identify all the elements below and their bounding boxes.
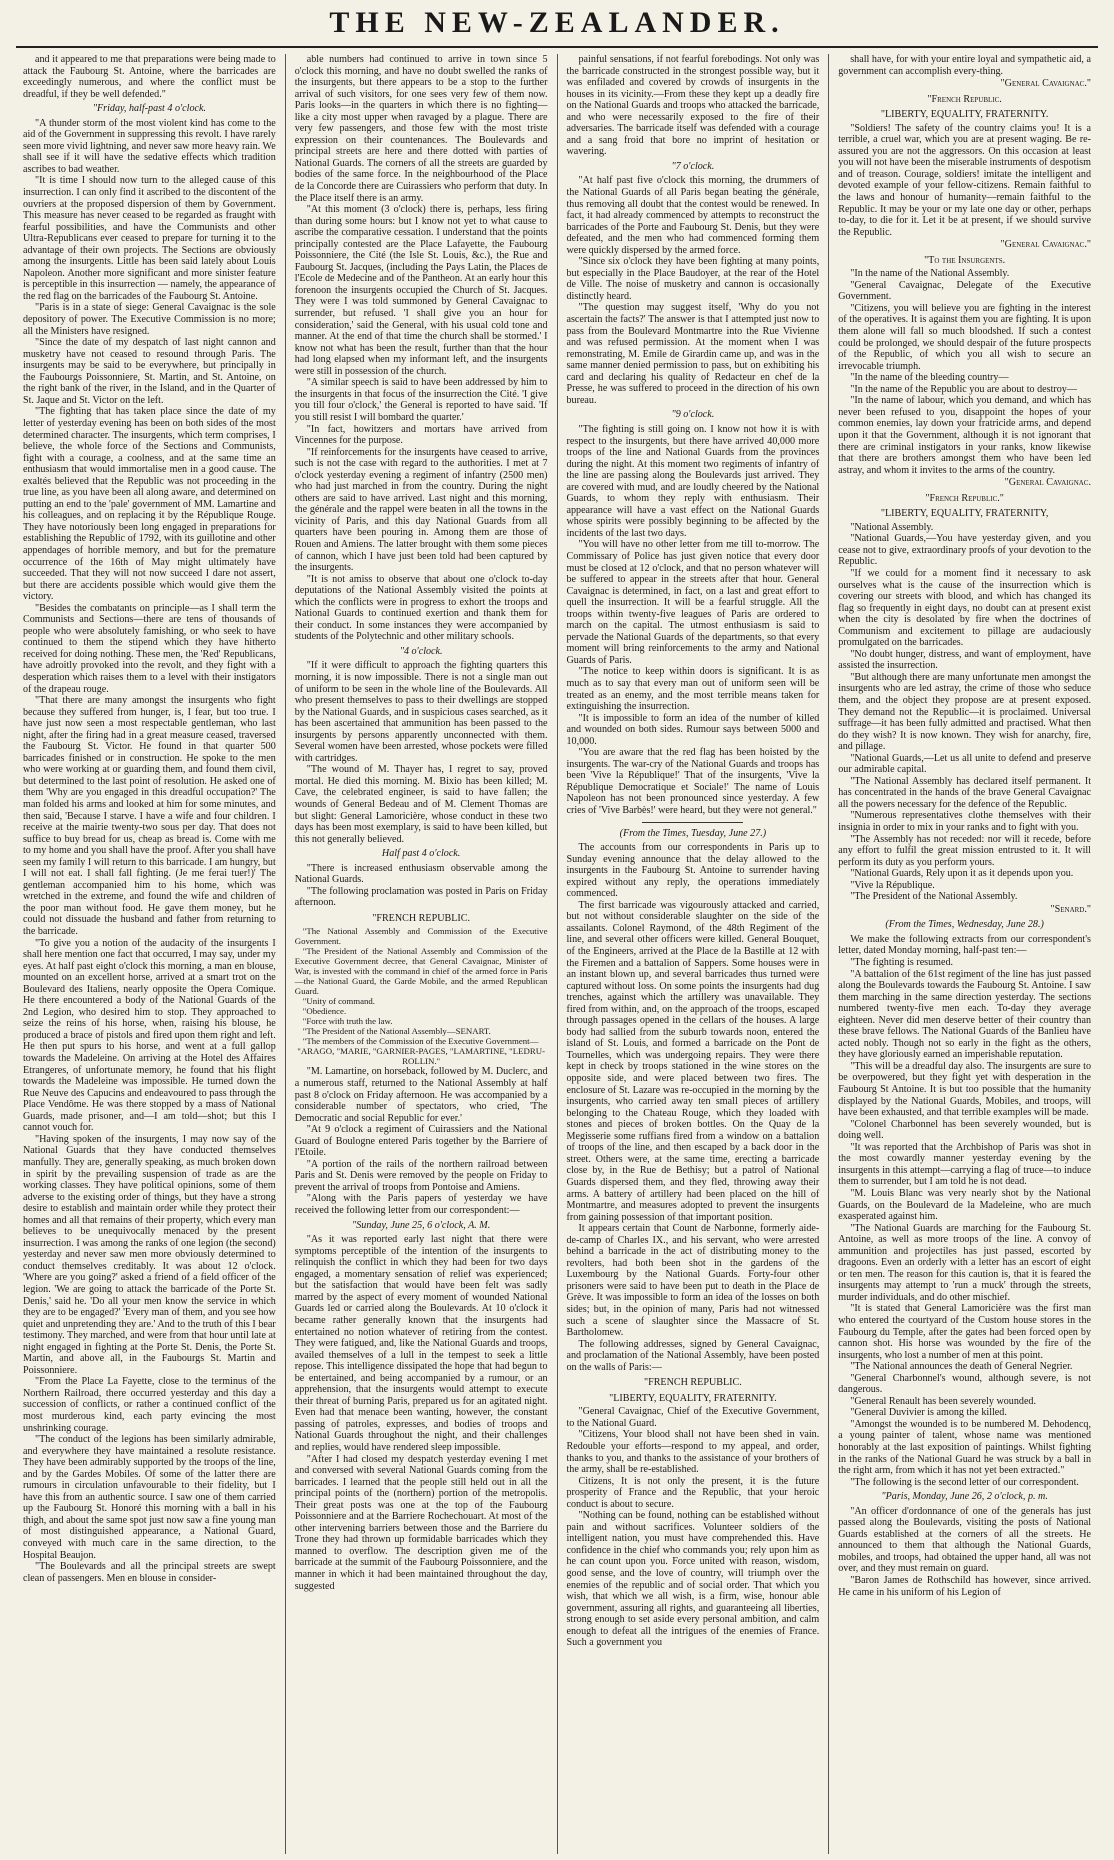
paragraph: "The Assembly has not receded: nor will it recede, before any effort to fulfil the great mission entrusted to it. It will perform its duty as you perform yours. <box>838 833 1091 868</box>
proclamation-text: "The members of the Commission of the Executive Government— <box>302 1036 539 1047</box>
paragraph: "The National announces the death of General Negrier. <box>850 1361 1073 1373</box>
paragraph: "Nothing can be found, nothing can be established without pain and without sacrifices. Volunteer soldiers of the intelligent nation, you must have comprehended this. Have confidence in the chief who commands you; rely upon him as he can count upon you. Force united with reason, wisdom, good sense, and the love of country, will triumph over the enemies of the republic and of social order. That which you wish, that which we all wish, is a firm, wise, honour able government, assuring all rights, and guaranteeing all liberties, strong enough to set aside every personal ambition, and calm enough to defeat all the intrigues of the enemies of France. Such a government you <box>566 1510 820 1649</box>
paragraph: shall have, for with your entire loyal and sympathetic aid, a government can accomplish every-thing. <box>838 54 1091 77</box>
paragraph: "General Duvivier is among the killed. <box>850 1407 1007 1419</box>
paragraph: "A portion of the rails of the northern railroad between Paris and St. Denis were removed by the people on Friday to prevent the arrival of troops from Pontoise and Amiens. <box>294 1158 548 1193</box>
paragraph: "The fighting is still going on. I know not how it is with respect to the insurgents, but there have arrived 40,000 more troops of the line and National Guards from the provinces during the night. At this moment two regiments of infantry of the line are passing along the Boulevards just arrived. They are covered with mud, and are loudly cheered by the National Guards, to whom they reply with enthusiasm. Their appearance will have a vast effect on the National Guards whose spirits were possibly beginning to be affected by the incidents of the last two days. <box>566 423 820 539</box>
dateline: (From the Times, Tuesday, June 27.) <box>619 827 767 839</box>
paragraph: "You are aware that the red flag has been hoisted by the insurgents. The war-cry of the National Guards and troops has been 'Vive la République!' That of the insurgents, 'Vive la République Democratique et Sociale!' The name of Louis Napoleon has not been pronounced since yesterday. A few cries of 'Vive Barbès!' were heard, but they were not general." <box>566 747 820 816</box>
paragraph: "The President of the National Assembly. <box>850 891 1018 903</box>
paragraph: "It is time I should now turn to the alleged cause of this insurrection. I can only find it ascribed to the discontent of the ouvriers at the proposed dispersion of them by Government. This measure has never ceased to be regarded as fraught with fearful possibilities, and have the Communists and other Ultra-Republicans ever ceased to prepare for turning it to the advantage of their own projects. The Sections are obviously among the insurgents. Little has been said lately about Louis Napoleon. Another more significant and more sinister feature is perceptible in this insurrection — namely, the appearance of the red flag on the barricades of the Faubourg St. Antoine. <box>23 175 276 302</box>
paragraph: "At this moment (3 o'clock) there is, perhaps, less firing than during some hours: but I know not yet to what cause to ascribe the comparative cessation. I understand that the points principally contested are the Place Lafayette, the Faubourg Poissonniere, the Cité (the Isle St. Louis, &c.), the Rue and Faubourg St. Jacques, (including the Pays Latin, the Places de l'Ecole de Medecine and of the Pantheon. At an early hour this forenoon the insurgents occupied the Church of St. Jacques. They were I was told summoned by General Cavaignac to surrender, but refused. 'I shall give you an hour for consideration,' said the General, with his usual cold tone and manner. At the end of that time the church shall be stormed.' I know not what has been the result, further than that the hour had long elapsed when my informant left, and the insurgents were still in possession of the church. <box>294 204 548 377</box>
paragraph: "Along with the Paris papers of yesterday we have received the following letter from our correspondent:— <box>294 1193 548 1217</box>
paragraph: "General Charbonnel's wound, although severe, is not dangerous. <box>838 1372 1091 1396</box>
paragraph: "An officer d'ordonnance of one of the generals has just passed along the Boulevards, visiting the posts of National Guards established at the corners of all the streets. He announced to them that although the National Guards, mobiles, and troops, had obtained the upper hand, all was not over, and they must remain on guard. <box>838 1505 1091 1575</box>
paragraph: "Baron James de Rothschild has however, since arrived. He came in his uniform of his Legion of <box>838 1575 1091 1598</box>
paragraph: "National Guards, Rely upon it as it depends upon you. <box>850 868 1074 880</box>
paragraph: "The fighting is resumed. <box>850 957 954 969</box>
dateline: "Paris, Monday, June 26, 2 o'clock, p. m. <box>881 1491 1048 1503</box>
paragraph: "The National Assembly has declared itself permanent. It has concentrated in the hands of the brave General Cavaignac all the powers necessary for the defence of the Republic. <box>838 775 1091 810</box>
paragraph: "Since six o'clock they have been fighting at many points, but especially in the Place Baudoyer, at the rear of the Hotel de Ville. The noise of musketry and cannon is occasionally distinctly heard. <box>566 256 820 302</box>
paragraph: "This will be a dreadful day also. The insurgents are sure to be overpowered, but they fight yet with desperation in the Faubourg St Antoine. It is but too possible that the humanity displayed by the National Guards, Mobiles, and troops, will have been exhausted, and that terrible examples will be made. <box>838 1060 1091 1119</box>
paragraph: "At half past five o'clock this morning, the drummers of the National Guards of all Paris began beating the générale, thus removing all doubt that the contest would be renewed. In fact, it had already commenced by attempts to reconstruct the barricades of the Porte and Faubourg St. Denis, but they were defeated, and the men who had commenced forming them were quickly dispersed by the armed force. <box>566 175 820 256</box>
paragraph: "The following proclamation was posted in Paris on Friday afternoon. <box>294 885 548 909</box>
proclamation-text: "Force with truth the law. <box>302 1016 393 1027</box>
paragraph: "It was reported that the Archbishop of Paris was shot in the most cowardly manner yesterday evening by the insurgents in this attempt—carrying a flag of truce—to induce them to surrender, but I am told he is not dead. <box>838 1141 1091 1188</box>
paragraph: "Colonel Charbonnel has been severely wounded, but is doing well. <box>838 1118 1091 1142</box>
paragraph: painful sensations, if not fearful forebodings. Not only was the barricade constructed in the strongest possible way, but it was enfiladed and covered by crowds of insurgents in the houses in its vicinity.—From these they kept up a deadly fire on the National Guards and troops who attacked the barricade, and who were necessarily exposed to the fire of their adversaries. The barricade itself was defended with a courage and a sang froid that bore no imprint of hesitation or wavering. <box>566 54 820 158</box>
paragraph: "M. Louis Blanc was very nearly shot by the National Guards, on the Boulevard de la Madeleine, who are much exasperated against him. <box>838 1187 1091 1223</box>
paragraph: "The question may suggest itself, 'Why do you not ascertain the facts?' The answer is that I attempted just now to pass from the Boulevard Montmartre into the Rue Vivienne and was refused permission. At the moment when I was remonstrating, M. Emile de Girardin came up, and was in the same manner denied permission to pass, but on exhibiting his card and declaring his quality of Redacteur en chef de la Presse, he was suffered to proceed in the direction of his own bureau. <box>566 302 820 406</box>
paragraph: "That there are many amongst the insurgents who fight because they suffered from hunger, is, I fear, but too true. I have just now seen a most respectable gentleman, who last night, after the firing had in a great measure ceased, traversed the Faubourg St. Victor. He found in that quarter 500 barricades finished or in construction. He spoke to the men who were working at or guarding them, and found them civil, but determined to the last point of resolution. He asked one of them 'Why are you engaged in this dreadful occupation?' The man folded his arms and looked at him for some minutes, and then said, 'Because I starve. I have a wife and four children. I receive at the mairie twenty-two sous per day. That does not suffice to buy bread for us, cheap as bread is. Come with me to my home and you shall have the proof. After you shall have seen my family I will return to this barricade. I am hungry, but I will not eat. I shall fall fighting. (Je me ferai tuer!)' The gentleman accompanied him to his home, which was wretched in the extreme, and found the wife and children of the poor man without food. He gave them money, but he could not dissuade the husband and father from returning to the barricade. <box>23 695 276 938</box>
paragraph: "A similar speech is said to have been addressed by him to the insurgents in that focus of the insurrection the Cité. 'I give you till four o'clock,' the General is reported to have said. 'If you still resist I will bombard the quarter.' <box>294 377 548 423</box>
paragraph: "Since the date of my despatch of last night cannon and musketry have not ceased to resound through Paris. The insurgents may be said to be everywhere, but principally in the Faubourgs Poissonniere, St. Martin, and St. Antoine, on the right bank of the river, in the Island, and in the Quarter of St. Jaque and St. Victor on the left. <box>23 337 276 406</box>
section-heading: "French Republic." <box>925 492 1004 504</box>
section-heading: "LIBERTY, EQUALITY, FRATERNITY. <box>609 1392 777 1404</box>
paragraph: "The notice to keep within doors is significant. It is as much as to say that every man out of uniform seen will be treated as an enemy, and the most terrible means taken for extinguishing the insurrection. <box>566 666 820 713</box>
proclamation-text: "Obedience. <box>302 1006 347 1017</box>
paragraph: We make the following extracts from our correspondent's letter, dated Monday morning, half-past ten:— <box>838 933 1091 957</box>
column-4 <box>828 54 1100 1854</box>
paragraph: "General Cavaignac, Chief of the Executive Government, to the National Guard. <box>566 1406 820 1429</box>
paragraph: "The Boulevards and all the principal streets are swept clean of passengers. Men en blouse in consider- <box>23 1561 276 1584</box>
column-1 <box>14 54 285 1854</box>
signature: "General Cavaignac." <box>1000 78 1091 90</box>
paragraph: The first barricade was vigourously attacked and carried, but not without considerable slaughter on the side of the assailants. Colonel Raymond, of the 48th Regiment of the line, and several other officers were killed. General Bouquet, of the Engineers, arrived at the Place de la Bastille at 12 with the Firemen and a battalion of Sappers. Some houses were in an instant blown up, and several barricades thus turned were captured without loss. On some points the insurgents had dug trenches, against which the artillery was unavailable. They fired from within, and, on the approach of the troops, escaped through passages opened in the cellars of the houses. A large body had sallied from the suburb towards noon, entered the island of St. Louis, and formed a barricade on the Pont de Tournelles, which was undergoing repairs. They were there kept in check by troops stationed in the wine stores on the opposite side, and were placed between two fires. The enclosure of St. Lazare was re-occupied in the morning by the insurgents, who carried away ten small pieces of artillery belonging to the Chateau Rouge, which they loaded with stones and pieces of broken bottles. On the Quay de la Megisserie some ruffians fired from a window on a battalion of troops of the line, and then escaped by a back door in the street. Others were, at the same time, erecting a barricade close by, in the Rue de Bethisy; but a patrol of National Guards dispersed them, and they fled, throwing away their arms. A battery of artillery had been placed on the hill of Montmartre, and measures adopted to prevent the insurgents from gaining possession of that important position. <box>566 899 820 1223</box>
dateline: "4 o'clock. <box>399 645 443 657</box>
paragraph: "A battalion of the 61st regiment of the line has just passed along the Boulevards towards the Faubourg St. Antoine. I saw them marching in the same direction yesterday. The sections numbered twenty-five men each. To-day they average eighteen. Never did men deserve better of their country than these brave fellows. The National Guards of the Banlieu have acted nobly. Though not so early in the fight as the others, they have gloriously earned an imperishable reputation. <box>838 968 1091 1061</box>
paragraph: "General Renault has been severely wounded. <box>850 1395 1036 1407</box>
paragraph: "The National Guards are marching for the Faubourg St. Antoine, as well as more troops of the line. A convoy of ammunition and projectiles has just passed, escorted by dragoons. Even an orderly with a letter has an escort of eight or ten men. The reason for this caution is, that it is feared the insurgents may attempt to 'run a muck' through the streets, murder individuals, and do other mischief. <box>838 1222 1091 1303</box>
paragraph: "Citizens, you will believe you are fighting in the interest of the operatives. It is against them you are fighting. It is upon them alone will fall so much bloodshed. If such a contest could be prolonged, we should despair of the future prospects of the Republic, of which you all wish to secure an irrevocable triumph. <box>838 302 1091 372</box>
paragraph: The following addresses, signed by General Cavaignac, and proclamation of the National Assembly, have been posted on the walls of Paris:— <box>566 1338 820 1373</box>
paragraph: "National Guards,—Let us all unite to defend and preserve our admirable capital. <box>838 752 1091 776</box>
proclamation-text: "The President of the National Assembly—SENART. <box>302 1026 491 1037</box>
paragraph: "The wound of M. Thayer has, I regret to say, proved mortal. He died this morning. M. Bixio has been killed; M. Cave, the celebrated engineer, is said to have fallen; the wounds of General Bedeau and of M. Clement Thomas are but slight: General Lamoricière, whose conduct in these two days has been most exemplary, is said to have been killed, but this not generally believed. <box>294 764 548 845</box>
proclamation-text: "The President of the National Assembly and Commission of the Executive Government decree, that General Cavaignac, Minister of War, is invested with the command in chief of the armed force in Paris—the National Guard, the Garde Mobile, and the armed Republican Guard. <box>294 946 548 997</box>
paragraph: "From the Place La Fayette, close to the terminus of the Northern Railroad, there occurred yesterday and this day a succession of conflicts, or rather a continued conflict of the most murderous kind, each party evincing the most unshrinking courage. <box>23 1376 276 1434</box>
section-heading: "FRENCH REPUBLIC. <box>643 1377 742 1389</box>
paragraph: "Paris is in a state of siege: General Cavaignac is the sole depository of power. The Executive Commission is no more; all the Ministers have resigned. <box>23 302 276 337</box>
section-heading: "LIBERTY, EQUALITY, FRATERNITY, <box>880 508 1049 520</box>
paragraph: "The fighting that has taken place since the date of my letter of yesterday evening has been on both sides of the most determined character. The insurgents, which term comprises, I believe, the whole force of the Sections and Communists, fight with a courage, a coolness, and at the same time an enthusiasm that would immortalise men in a good cause. The exaltés believed that the Republic was not proceeding in the true line, as you have been all along aware, and determined on putting an end to the 'pale' government of MM. Lamartine and his colleagues, and on replacing it by the République Rouge. They have notoriously been long engaged in preparations for establishing the Republic of 1792, with its guillotine and other appendages of horrible memory, and but for the premature occurrence of the 16th of May might ultimately have succeeded. That they will not now succeed I dare not assert, but there are accidents possible which would give them the victory. <box>23 406 276 603</box>
dateline: "Sunday, June 25, 6 o'clock, A. M. <box>352 1219 491 1231</box>
paragraph: "But although there are many unfortunate men amongst the insurgents who are led astray, the crime of those who seduce them, and the object they propose are at present exposed. They demand not the Republic—it is proclaimed. Universal suffrage—it has been fully admitted and practised. What then do they wish? It is now known. They wish for anarchy, fire, and pillage. <box>838 671 1091 753</box>
paragraph: "To give you a notion of the audacity of the insurgents I shall here mention one fact that occurred, I may say, under my eyes. At half past eight o'clock this morning, a man en blouse, mounted on an excellent horse, arrived at a smart trot on the Boulevard des Italiens, nearly opposite the Opera Comique. He there encountered a body of the National Guards of the 2nd Legion, who desired him to stop. They approached to seize the reins of his horse, when, raising his blouse, he produced a brace of pistols and fired upon them right and left. He then put spurs to his horse, and went at a full gallop towards the Madeleine. On arriving at the Hotel des Affaires Etrangeres, of unfortunate memory, he found that his flight towards the Madeleine was impossible. He turned down the Rue Neuve des Capucins and endeavoured to pass through the Place Vendôme. He was there stopped by a mass of National Guards, made prisoner, and—I am told—shot; but this I cannot vouch for. <box>23 937 276 1134</box>
paragraph: "Besides the combatants on principle—as I shall term the Communists and Sections—there are tens of thousands of people who were absolutely famishing, or who seek to have continued to them the stipend which they have hitherto received for doing nothing. These men, the 'Red' Republicans, have adroitly provoked into the revolt, and they fight with a desperation which raises them to a level with their instigators of the drapeau rouge. <box>23 602 276 695</box>
paragraph: "Soldiers! The safety of the country claims you! It is a terrible, a cruel war, which you are at present waging. Be re-assured you are not the aggressors. On this occasion at least you will not have been the miserable instruments of despotism and of treason. Courage, soldiers! imitate the intelligent and devoted example of your fellow-citizens. Remain faithful to the laws and honour of humanity—remain faithful to the Republic. It may be your or my late one day or other, perhaps to-day, to die for it. Let it be at present, if we should survive the Republic. <box>838 122 1091 238</box>
paragraph: It appears certain that Count de Narbonne, formerly aide-de-camp of Charles IX., and his servant, who were arrested behind a barricade in the act of distributing money to the revolters, had both been shot in the gardens of the Luxembourg by the National Guards. Forty-four other prisoners were said to have been put to death in the Place de Grève. It was impossible to form an idea of the losses on both sides; but, in the opinion of many, Paris had not witnessed such a scene of slaughter since the Massacre of St. Bartholomew. <box>566 1223 820 1339</box>
paragraph: "The following is the second letter of our correspondent. <box>850 1476 1079 1488</box>
paragraph: "In the name of labour, which you demand, and which has never been refused to you, disappoint the hopes of your common enemies, lay down your fratricide arms, and depend upon it that the Government, although it is not ignorant that there are criminal instigators in your ranks, know likewise that there are brothers amongst them who have been led astray, and whom it invites to the arms of the country. <box>838 395 1091 476</box>
paragraph: "Vive la République. <box>850 879 935 891</box>
section-divider <box>642 822 743 823</box>
column-3 <box>557 54 829 1854</box>
paragraph: "In the name of the bleeding country— <box>850 372 1009 384</box>
dateline: (From the Times, Wednesday, June 28.) <box>885 919 1044 931</box>
proclamation-text: "Unity of command. <box>302 996 375 1007</box>
paragraph: "If we could for a moment find it necessary to ask ourselves what is the cause of the insurrection which is covering our streets with blood, and which has changed its flag so frequently in eight days, no doubt can at present exist when the city is desolated by fire when the doctrines of Communism and excitement to pillage are audaciously promulgated on the barricades. <box>838 567 1091 649</box>
paragraph: "The conduct of the legions has been similarly admirable, and everywhere they have maintained a resolute resistance. They have been admirably supported by the troops of the line, and by the Gardes Mobiles. Of some of the latter there are rumours in circulation unfavourable to their fidelity, but I have this from an authentic source. I saw one of them carried up the Faubourg St. Honoré this morning with a ball in his thigh, and about the same spot just now saw a fine young man of most distinguished appearance, a National Guard, conveyed with much care in the same direction, to the Hospital Beaujon. <box>23 1434 276 1561</box>
paragraph: Citizens, It is not only the present, it is the future prosperity of France and the Republic, that your heroic conduct is about to secure. <box>566 1475 820 1510</box>
paragraph: The accounts from our correspondents in Paris up to Sunday evening announce that the delay allowed to the insurgents in the Faubourg St. Antoine to surrender having expired without any reply, the operations immediately commenced. <box>566 842 820 900</box>
paragraph: "If reinforcements for the insurgents have ceased to arrive, such is not the case with regard to the authorities. I met at 7 o'clock yesterday evening a regiment of infantry (2500 men) who had just marched in from the country. During the night others are said to have arrived. Last night and this morning, the générale and the rappel were beaten in all the towns in the vicinity of Paris, and this day National Guards from all quarters have been pouring in. Among them are those of Rouen and Amiens. The latter brought with them some pieces of cannon, which I have just been told had been captured by the insurgents. <box>294 446 548 574</box>
paragraph: "There is increased enthusiasm observable among the National Guards. <box>294 862 548 886</box>
section-heading: "To the Insurgents. <box>924 254 1006 266</box>
dateline: "9 o'clock. <box>671 409 715 421</box>
signature: "General Cavaignac." <box>1000 239 1091 251</box>
section-heading: "FRENCH REPUBLIC. <box>372 912 471 924</box>
paragraph: "A thunder storm of the most violent kind has come to the aid of the Government in suppressing this revolt. I have rarely seen more vivid lightning, and never saw more heavy rain. We shall see if it will have the sedative effects which tradition ascribes to bad weather. <box>23 117 276 175</box>
paragraph: and it appeared to me that preparations were being made to attack the Faubourg St. Antoine, where the barricades are exceedingly numerous, and where the conflict must be dreadful, if they be well defended." <box>23 54 276 100</box>
paragraph: "Citizens, Your blood shall not have been shed in vain. Redouble your efforts—respond to my appeal, and order, thanks to you, and thanks to the assistance of your brothers of the army, shall be re-established. <box>566 1429 820 1476</box>
paragraph: "Numerous representatives clothe themselves with their insignia in order to mix in your ranks and to fight with you. <box>838 810 1091 833</box>
newspaper-title: THE NEW-ZEALANDER. <box>329 6 785 39</box>
paragraph: "At 9 o'clock a regiment of Cuirassiers and the National Guard of Boulogne entered Paris together by the Barriere of l'Etoile. <box>294 1124 548 1159</box>
paragraph: "Having spoken of the insurgents, I may now say of the National Guards that they have conducted themselves manfully. They are, generally speaking, as much broken down in spirit by the prevailing suspension of trade as are the working classes. They have political opinions, some of them adverse to the existing order of things, but they have a strong desire to establish and maintain order while they protect their homes and all that remains of their property, which every man believes to be unequivocally menaced by the present insurrection. I was among the ranks of one legion (the second) yesterday and never saw men more obviously determined to conduct themselves creditably. It was about 12 o'clock. 'Where are you going?' asked a friend of a field officer of the legion. 'We are going to attack the barricade of the Porte St. Denis,' said he. 'Do all your men know the service in which they are to be engaged?' 'Every man of them, and you see how quiet and unpretending they are.' And to the truth of this I bear testimony. They marched, and were from that hour until late at night engaged in fighting at the Porte St. Denis, the Porte St. Martin, and above all, in the Faubourgs St. Martin and Poissonniere. <box>23 1133 276 1376</box>
signature: "Senard." <box>1050 903 1091 915</box>
paragraph: "General Cavaignac, Delegate of the Executive Government. <box>838 279 1091 303</box>
proclamation-text: "The National Assembly and Commission of the Executive Government. <box>294 926 548 947</box>
paragraph: "It is not amiss to observe that about one o'clock to-day deputations of the National Assembly visited the points at which the conflicts were in progress to exhort the troops and National Guards to continued exertion and thank them for their conduct. In some instances they were accompanied by students of the Polytechnic and other military schools. <box>294 573 548 643</box>
paragraph: "You will have no other letter from me till to-morrow. The Commissary of Police has just given notice that every door must be closed at 12 o'clock, and that no person whatever will be suffered to appear in the streets after that hour. General Cavaignac is determined, in fact, on a last and great effort to quell the insurrection. It will be a fearful struggle. All the troops within twenty-five leagues of Paris are ordered to march on the capital. The utmost enthusiasm is said to pervade the National Guards of the departments, so that every moment will bring reinforcements to the army and National Guards of Paris. <box>566 539 820 666</box>
paragraph: able numbers had continued to arrive in town since 5 o'clock this morning, and have no doubt swelled the ranks of the insurgents, but there appears to be a stop to the further arrival of such visitors, for one sees very few of them now. Paris looks—in the quarters in which there is no fighting—like a city most upper when ravaged by a plague. There are very few passengers, and those few with the most triste expression on their countenances. The Boulevards and principal streets are here and there dotted with parties of National Guards. The corners of all the streets are guarded by bodies of the same force. In the neighbourhood of the Place de la Concorde there are Cuirassiers who perform that duty. In the Place itself there is an army. <box>294 54 548 204</box>
paragraph: "In the name of the National Assembly. <box>850 268 1010 280</box>
signatories: "ARAGO, "MARIE, "GARNIER-PAGES, "LAMARTINE, "LEDRU-ROLLIN." <box>297 1046 546 1067</box>
paragraph: "It is impossible to form an idea of the number of killed and wounded on both sides. Rumour says between 5000 and 10,000. <box>566 712 820 747</box>
dateline: "7 o'clock. <box>671 160 715 172</box>
column-2 <box>285 54 557 1854</box>
article-columns <box>0 48 1114 1854</box>
paragraph: "It is stated that General Lamoricière was the first man who entered the courtyard of the Custom house stores in the Faubourg du Temple, after the gates had been forced open by cannon shot. His horse was wounded by the fire of the insurgents, who lost a number of men at this point. <box>838 1303 1091 1361</box>
masthead <box>16 0 1098 48</box>
paragraph: "No doubt hunger, distress, and want of employment, have assisted the insurrection. <box>838 648 1091 672</box>
dateline: "Friday, half-past 4 o'clock. <box>92 103 206 115</box>
dateline: Half past 4 o'clock. <box>381 848 461 860</box>
paragraph: "After I had closed my despatch yesterday evening I met and conversed with several National Guards coming from the barricades. I learned that the people still held out in all the principal points of the (northern) portion of the metropolis. Their great posts was one at the top of the Faubourg Poissonniere and at the Barriere Rochechouart. At most of the other intervening barriers between those and the Barriere du Trone they had thrown up formidable barricades which they manned to overflow. The description given me of the barricade at the summit of the Faubourg Poissonniere, and the manner in which it had been maintained throughout the day, suggested <box>294 1453 548 1592</box>
paragraph: "As it was reported early last night that there were symptoms perceptible of the intention of the insurgents to relinquish the conflict in which they had been for two days engaged, a momentary sensation of relief was experienced; but the satisfaction that would have been felt was sadly marred by the aspect of every moment of wounded National Guards led or carried along the Boulevards. At 10 o'clock it became rather generally known that the insurgents had entertained no notion whatever of retiring from the contest. They were fatigued, and, like the National Guards and troops, availed themselves of a lull in the tempest to seek a little repose. This intelligence dissipated the hope that had begun to be entertained, and being accompanied by a rumour, or an apprehension, that the insurgents would attempt to execute their threat of burning Paris, prepared us for an agitated night. Even had that menace been wanting, however, the constant passing of patroles, expresses, and bodies of troops and National Guards throughout the night, and their challenges and replies, would have rendered sleep impossible. <box>294 1234 548 1453</box>
paragraph: "If it were difficult to approach the fighting quarters this morning, it is now impossible. There is not a single man out of uniform to be seen in the whole line of the Boulevards. All who present themselves to pass to their dwellings are stopped by the National Guards, and in suspicious cases searched, as it has been ascertained that ammunition has been passed to the insurgents by persons apparently unconnected with them. Several women have been arrested, whose pockets were filled with cartridges. <box>294 660 548 764</box>
paragraph: "Amongst the wounded is to be numbered M. Dehodencq, a young painter of talent, whose name was mentioned honorably at the last exposition of paintings. Whilst fighting in the ranks of the National Guard he was struck by a ball in the right arm, from which it has not yet been extracted." <box>838 1418 1091 1477</box>
paragraph: "M. Lamartine, on horseback, followed by M. Duclerc, and a numerous staff, returned to the National Assembly at half past 8 o'clock on Friday afternoon. He was accompanied by a considerable number of spectators, who cried, 'The Democratic and social Republic for ever.' <box>294 1066 548 1124</box>
signature: "General Cavaignac. <box>1004 477 1091 489</box>
paragraph: "In fact, howitzers and mortars have arrived from Vincennes for the purpose. <box>294 423 548 447</box>
section-heading: "French Republic. <box>927 93 1002 105</box>
paragraph: "National Assembly. <box>850 521 934 533</box>
paragraph: "In the name of the Republic you are about to destroy— <box>850 383 1077 395</box>
section-heading: "LIBERTY, EQUALITY, FRATERNITY. <box>880 109 1049 121</box>
paragraph: "National Guards,—You have yesterday given, and you cease not to give, extraordinary proofs of your devotion to the Republic. <box>838 533 1091 568</box>
